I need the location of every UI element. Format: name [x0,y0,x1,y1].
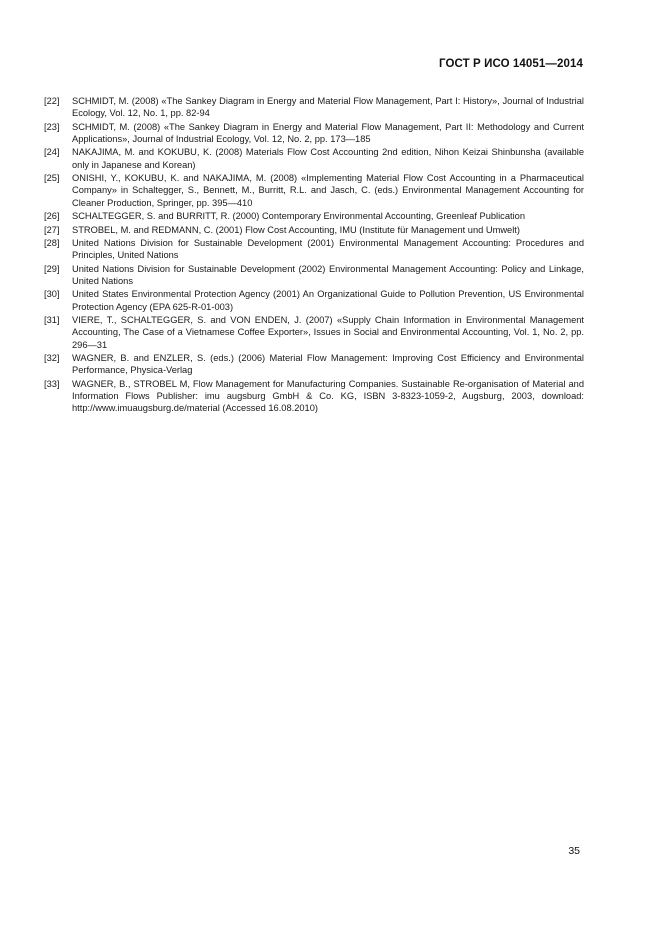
reference-text: WAGNER, B., STROBEL M, Flow Management for Manufacturing Companies. Sustainable Re-organisation of Material and Information Flows Publisher: imu augsburg GmbH & Co. KG, ISBN 3-8323-1059-2, Augsburg, 2003, download: http://www.imuaugsburg.de/material (Accessed 16.08.2010) [72,378,584,414]
reference-text: SCHALTEGGER, S. and BURRITT, R. (2000) Contemporary Environmental Accounting, Greenleaf Publication [72,211,525,222]
reference-number: [31] [44,315,60,326]
reference-item [44,378,584,415]
reference-text: United Nations Division for Sustainable Development (2002) Environmental Management Accounting: Policy and Linkage, United Nations [72,263,584,286]
reference-number: [29] [44,263,60,274]
reference-number: [30] [44,289,60,300]
reference-text: SCHMIDT, M. (2008) «The Sankey Diagram in Energy and Material Flow Management, Part I: History», Journal of Industrial Ecology, Vol. 12, No. 1, pp. 82-94 [72,96,584,119]
reference-text: SCHMIDT, M. (2008) «The Sankey Diagram in Energy and Material Flow Management, Part II: Methodology and Current Applications», Journal of Industrial Ecology, Vol. 12, No. 2, pp. 173—185 [72,121,584,144]
reference-text: WAGNER, B. and ENZLER, S. (eds.) (2006) Material Flow Management: Improving Cost Efficiency and Environmental Performance, Physica-Verlag [72,353,584,376]
reference-item [44,224,584,236]
reference-list [44,95,584,416]
reference-number: [33] [44,378,60,389]
reference-number: [26] [44,211,60,222]
reference-item [44,95,584,119]
reference-text: NAKAJIMA, M. and KOKUBU, K. (2008) Materials Flow Cost Accounting 2nd edition, Nihon Keizai Shinbunsha (available only in Japanese and Korean) [72,147,584,170]
reference-number: [25] [44,173,60,184]
reference-item [44,121,584,145]
reference-item [44,146,584,170]
reference-item [44,210,584,222]
reference-item [44,314,584,351]
reference-item [44,288,584,312]
document-standard-code: ГОСТ Р ИСО 14051—2014 [438,58,583,70]
reference-text: ONISHI, Y., KOKUBU, K. and NAKAJIMA, M. (2008) «Implementing Material Flow Cost Accounting in a Pharmaceutical Company» in Schaltegger, S., Bennett, M., Burritt, R.L. and Jasch, C. (eds.) Environmental Management Accounting for Cleaner Production, Springer, pp. 395—410 [72,173,584,208]
reference-number: [23] [44,121,60,132]
reference-number: [22] [44,96,60,106]
page-number: 35 [568,845,580,857]
reference-number: [27] [44,224,60,235]
reference-number: [28] [44,238,60,249]
reference-text: STROBEL, M. and REDMANN, C. (2001) Flow Cost Accounting, IMU (Institute für Management und Umwelt) [72,224,520,235]
reference-item [44,263,584,287]
reference-item [44,172,584,209]
reference-text: United States Environmental Protection Agency (2001) An Organizational Guide to Pollution Prevention, US Environmental Protection Agency (EPA 625-R-01-003) [72,289,584,312]
reference-text: United Nations Division for Sustainable Development (2001) Environmental Management Accounting: Procedures and Principles, United Nations [72,238,584,261]
reference-number: [32] [44,353,60,364]
reference-item [44,352,584,376]
reference-number: [24] [44,147,60,158]
reference-item [44,237,584,261]
reference-text: VIERE, T., SCHALTEGGER, S. and VON ENDEN, J. (2007) «Supply Chain Information in Environmental Management Accounting, The Case of a Vietnamese Coffee Exporter», Issues in Social and Environmental Accounting, Vol. 1, No. 2, pp. 296—31 [72,315,584,350]
